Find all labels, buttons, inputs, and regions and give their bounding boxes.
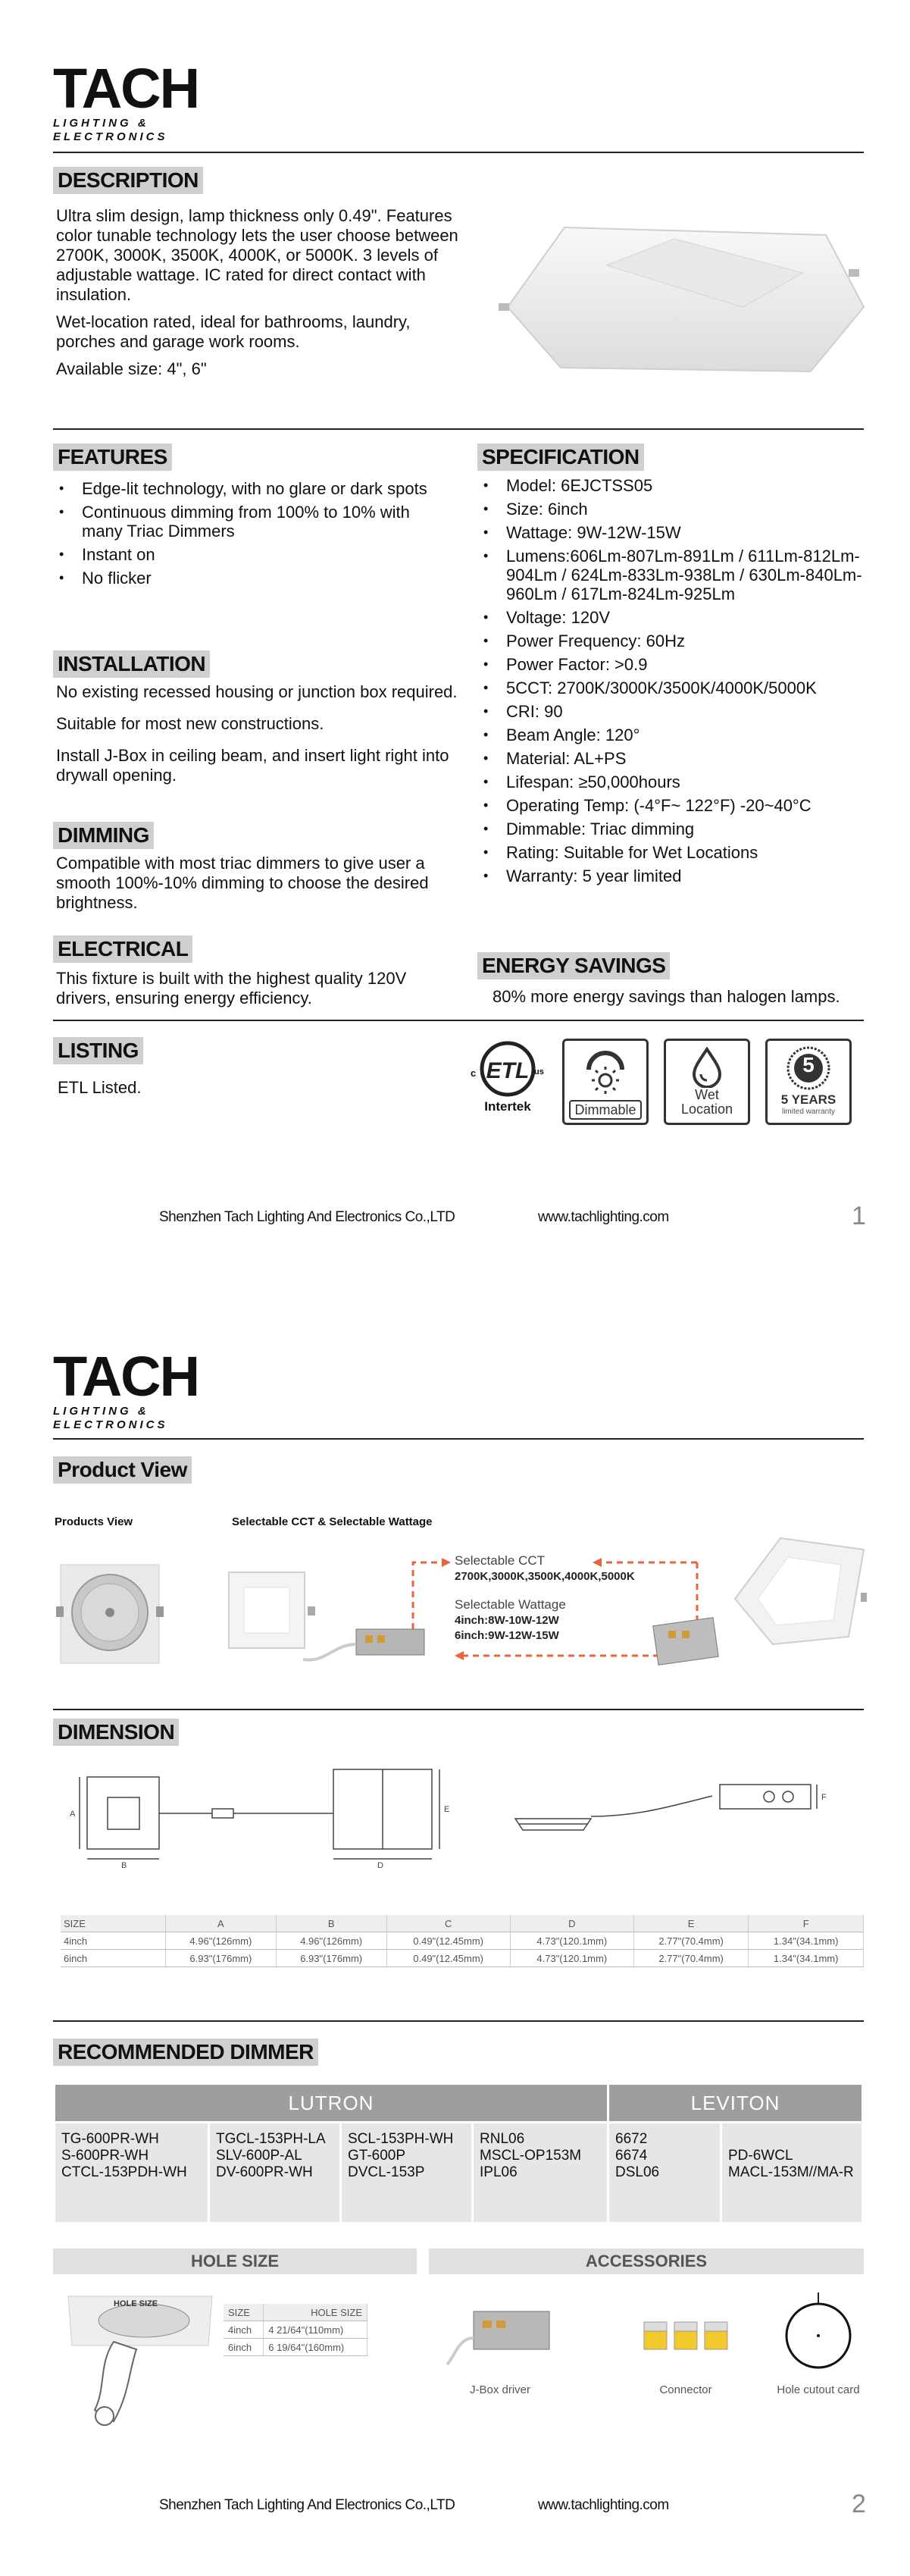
feature-item: • Instant on — [53, 545, 455, 564]
product-view-heading: Product View — [53, 1456, 192, 1484]
features-heading: FEATURES — [53, 443, 172, 471]
wattage-title: Selectable Wattage — [455, 1597, 566, 1612]
installation-heading: INSTALLATION — [53, 650, 210, 678]
description-heading: DESCRIPTION — [53, 167, 203, 194]
dimmer-model: DVCL-153P — [348, 2164, 425, 2180]
table-header: SIZE — [61, 1915, 166, 1932]
page-number: 2 — [852, 2490, 866, 2518]
logo-line-2: ELECTRONICS — [53, 1418, 168, 1431]
table-header: F — [749, 1915, 864, 1932]
cct-title: Selectable CCT — [455, 1553, 546, 1568]
logo-word: TACH — [53, 1345, 199, 1408]
spec-item: • Power Frequency: 60Hz — [477, 631, 864, 650]
specification-list — [477, 476, 864, 890]
feature-item: • Edge-lit technology, with no glare or dark spots — [53, 479, 455, 498]
description-text — [56, 206, 465, 379]
etl-us-mark: us — [534, 1067, 544, 1076]
accessories-heading: ACCESSORIES — [429, 2249, 864, 2274]
dimmer-model: S-600PR-WH — [61, 2148, 149, 2164]
dimmer-table — [53, 2082, 864, 2224]
dimmer-column — [609, 2123, 720, 2222]
dimmer-column — [342, 2123, 471, 2222]
table-cell: 2.77"(70.4mm) — [633, 1950, 749, 1967]
dimmer-model: SCL-153PH-WH — [348, 2131, 454, 2147]
spec-item: • 5CCT: 2700K/3000K/3500K/4000K/5000K — [477, 678, 864, 697]
table-header: D — [510, 1915, 633, 1932]
dimension-drawing — [61, 1762, 864, 1868]
hole-size-table — [224, 2304, 367, 2356]
products-view-label: Products View — [55, 1515, 133, 1528]
logo-line-1: LIGHTING & — [53, 1405, 149, 1418]
dimmer-model: MACL-153M//MA-R — [728, 2164, 854, 2180]
dimension-table — [61, 1915, 864, 1967]
dimmer-models-row — [55, 2123, 862, 2222]
etl-c-mark: c — [471, 1067, 477, 1079]
divider — [53, 1709, 864, 1710]
table-cell: 0.49"(12.45mm) — [386, 1950, 510, 1967]
dimmer-model: RNL06 — [480, 2131, 525, 2147]
specification-heading: SPECIFICATION — [477, 443, 644, 471]
dimmer-model: GT-600P — [348, 2148, 406, 2164]
page-2 — [0, 1288, 910, 2576]
hole-size-diagram-label: HOLE SIZE — [114, 2299, 158, 2308]
listing-heading: LISTING — [53, 1037, 143, 1064]
brand-logo — [53, 1345, 235, 1432]
jbox-driver-image — [443, 2304, 557, 2372]
divider — [53, 1438, 864, 1440]
table-cell: 0.49"(12.45mm) — [386, 1932, 510, 1950]
svg-text:ETL: ETL — [486, 1058, 530, 1083]
logo-line-2: ELECTRONICS — [53, 130, 168, 143]
table-row — [224, 2321, 367, 2339]
table-cell: 1.34"(34.1mm) — [749, 1932, 864, 1950]
dimmer-model: DV-600PR-WH — [216, 2164, 313, 2180]
table-cell: 4.73"(120.1mm) — [510, 1932, 633, 1950]
warranty-badge — [765, 1039, 852, 1125]
table-cell: 4inch — [224, 2321, 264, 2339]
connector-image — [640, 2311, 731, 2364]
wet-location-badge — [664, 1039, 750, 1125]
brand-logo — [53, 57, 235, 144]
description-p3: Available size: 4", 6" — [56, 359, 207, 378]
spec-item: • Warranty: 5 year limited — [477, 867, 864, 885]
hole-cutout-card-image — [780, 2289, 856, 2372]
table-cell: 4 21/64"(110mm) — [264, 2321, 367, 2339]
logo-line-1: LIGHTING & — [53, 117, 149, 130]
dimmer-model: DSL06 — [615, 2164, 660, 2180]
logo-word: TACH — [53, 57, 199, 120]
table-cell: 6inch — [224, 2339, 264, 2356]
page-number: 1 — [852, 1202, 866, 1230]
table-header: SIZE — [224, 2304, 264, 2321]
spec-item: • Lumens:606Lm-807Lm-891Lm / 611Lm-812Lm-904Lm / 624Lm-833Lm-938Lm / 630Lm-840Lm-960Lm / 617Lm-824Lm-925Lm — [477, 547, 864, 603]
table-cell: 2.77"(70.4mm) — [633, 1932, 749, 1950]
dim-label-b: B — [121, 1861, 127, 1868]
table-row — [224, 2339, 367, 2356]
divider — [53, 2020, 864, 2022]
dimmer-model: TGCL-153PH-LA — [216, 2131, 326, 2147]
features-list — [53, 479, 455, 592]
spec-item: • Dimmable: Triac dimming — [477, 819, 864, 838]
table-header: E — [633, 1915, 749, 1932]
warranty-years: 5 YEARS — [780, 1092, 837, 1107]
installation-p2: Suitable for most new constructions. — [56, 714, 324, 733]
product-image — [493, 208, 871, 394]
divider — [53, 1020, 864, 1021]
table-header-row — [61, 1915, 864, 1932]
table-cell: 6.93"(176mm) — [276, 1950, 386, 1967]
table-row — [61, 1950, 864, 1967]
spec-item: • Size: 6inch — [477, 500, 864, 519]
spec-item: • CRI: 90 — [477, 702, 864, 721]
dimmer-column — [210, 2123, 339, 2222]
accessory-caption: Connector — [659, 2383, 712, 2396]
description-p1: Ultra slim design, lamp thickness only 0.49". Features color tunable technology lets the user choose between 2700K, 3000K, 3500K, 4000K, or 5000K. 3 levels of adjustable wattage. IC rated for direct contact with insulation. — [56, 206, 458, 304]
table-cell: 1.34"(34.1mm) — [749, 1950, 864, 1967]
dimmer-model: CTCL-153PDH-WH — [61, 2164, 187, 2180]
dimmer-model: SLV-600P-AL — [216, 2148, 302, 2164]
dimmer-model: MSCL-OP153M — [480, 2148, 582, 2164]
wattage-4inch: 4inch:8W-10W-12W — [455, 1614, 559, 1627]
installation-p1: No existing recessed housing or junction box required. — [56, 682, 458, 701]
divider — [53, 428, 864, 430]
dimmer-model: TG-600PR-WH — [61, 2131, 159, 2147]
feature-item: • No flicker — [53, 569, 455, 588]
table-cell: 6.93"(176mm) — [166, 1950, 277, 1967]
dimmer-model: 6674 — [615, 2148, 648, 2164]
dimmer-column — [722, 2123, 862, 2222]
wattage-6inch: 6inch:9W-12W-15W — [455, 1629, 559, 1642]
spec-item: • Beam Angle: 120° — [477, 725, 864, 744]
installation-p3: Install J-Box in ceiling beam, and insert light right into drywall opening. — [56, 746, 449, 785]
footer-company: Shenzhen Tach Lighting And Electronics Co.,LTD — [159, 1209, 455, 1225]
dimmer-brand-row — [55, 2085, 862, 2121]
warranty-sub: limited warranty — [781, 1108, 836, 1116]
dim-label-e: E — [444, 1805, 450, 1814]
hole-size-illustration — [61, 2289, 220, 2440]
accessory-caption: Hole cutout card — [777, 2383, 860, 2396]
listing-text: ETL Listed. — [58, 1078, 142, 1097]
dimmer-model: PD-6WCL — [728, 2148, 793, 2164]
dimmable-icon — [583, 1048, 628, 1095]
electrical-text: This fixture is built with the highest quality 120V drivers, ensuring energy efficiency. — [56, 969, 407, 1008]
accessory-caption: J-Box driver — [469, 2383, 531, 2396]
dimmer-model: IPL06 — [480, 2164, 518, 2180]
feature-item: • Continuous dimming from 100% to 10% with many Triac Dimmers — [53, 503, 455, 541]
spec-item: • Lifespan: ≥50,000hours — [477, 772, 864, 791]
spec-item: • Wattage: 9W-12W-15W — [477, 523, 864, 542]
etl-badge — [466, 1039, 549, 1122]
spec-item: • Material: AL+PS — [477, 749, 864, 768]
warranty-seal-number: 5 — [802, 1053, 815, 1076]
dimmer-column — [55, 2123, 208, 2222]
etl-intertek: Intertek — [484, 1099, 531, 1114]
dim-label-a: A — [70, 1810, 76, 1819]
spec-item: • Power Factor: >0.9 — [477, 655, 864, 674]
dimmable-badge — [562, 1039, 649, 1125]
spec-item: • Voltage: 120V — [477, 608, 864, 627]
spec-item: • Rating: Suitable for Wet Locations — [477, 843, 864, 862]
dim-label-d: D — [377, 1861, 383, 1868]
table-row — [61, 1932, 864, 1950]
table-header: HOLE SIZE — [264, 2304, 367, 2321]
footer-website[interactable]: www.tachlighting.com — [538, 1209, 669, 1225]
dimmable-label: Dimmable — [569, 1100, 642, 1120]
wet-label-2: Location — [680, 1102, 733, 1117]
selectable-label: Selectable CCT & Selectable Wattage — [232, 1515, 433, 1528]
energy-heading: ENERGY SAVINGS — [477, 952, 670, 979]
dimmer-heading: RECOMMENDED DIMMER — [53, 2039, 318, 2066]
water-drop-icon — [690, 1047, 724, 1088]
electrical-heading: ELECTRICAL — [53, 935, 192, 963]
table-cell: 6 19/64"(160mm) — [264, 2339, 367, 2356]
wet-label-1: Wet — [695, 1087, 719, 1102]
footer-company: Shenzhen Tach Lighting And Electronics Co.,LTD — [159, 2497, 455, 2513]
dimmer-column — [474, 2123, 607, 2222]
dim-label-f: F — [821, 1793, 827, 1802]
spec-item: • Operating Temp: (-4°F~ 122°F) -20~40°C — [477, 796, 864, 815]
energy-text: 80% more energy savings than halogen lamps. — [493, 987, 840, 1006]
lutron-header: LUTRON — [55, 2085, 607, 2121]
table-cell: 4.73"(120.1mm) — [510, 1950, 633, 1967]
table-cell: 6inch — [61, 1950, 166, 1967]
table-header: C — [386, 1915, 510, 1932]
spec-item: • Model: 6EJCTSS05 — [477, 476, 864, 495]
dimming-text: Compatible with most triac dimmers to give user a smooth 100%-10% dimming to choose the desired brightness. — [56, 854, 429, 912]
hole-size-heading: HOLE SIZE — [53, 2249, 417, 2274]
leviton-header: LEVITON — [609, 2085, 862, 2121]
table-header-row — [224, 2304, 367, 2321]
table-header: A — [166, 1915, 277, 1932]
footer-website[interactable]: www.tachlighting.com — [538, 2497, 669, 2513]
table-cell: 4inch — [61, 1932, 166, 1950]
dimension-heading: DIMENSION — [53, 1719, 179, 1746]
table-cell: 4.96"(126mm) — [276, 1932, 386, 1950]
dimming-heading: DIMMING — [53, 822, 154, 849]
table-header: B — [276, 1915, 386, 1932]
cct-values: 2700K,3000K,3500K,4000K,5000K — [455, 1570, 635, 1583]
divider — [53, 152, 864, 153]
description-p2: Wet-location rated, ideal for bathrooms, laundry, porches and garage work rooms. — [56, 312, 411, 351]
dimmer-model: 6672 — [615, 2131, 648, 2147]
installation-text — [56, 682, 465, 785]
table-cell: 4.96"(126mm) — [166, 1932, 277, 1950]
